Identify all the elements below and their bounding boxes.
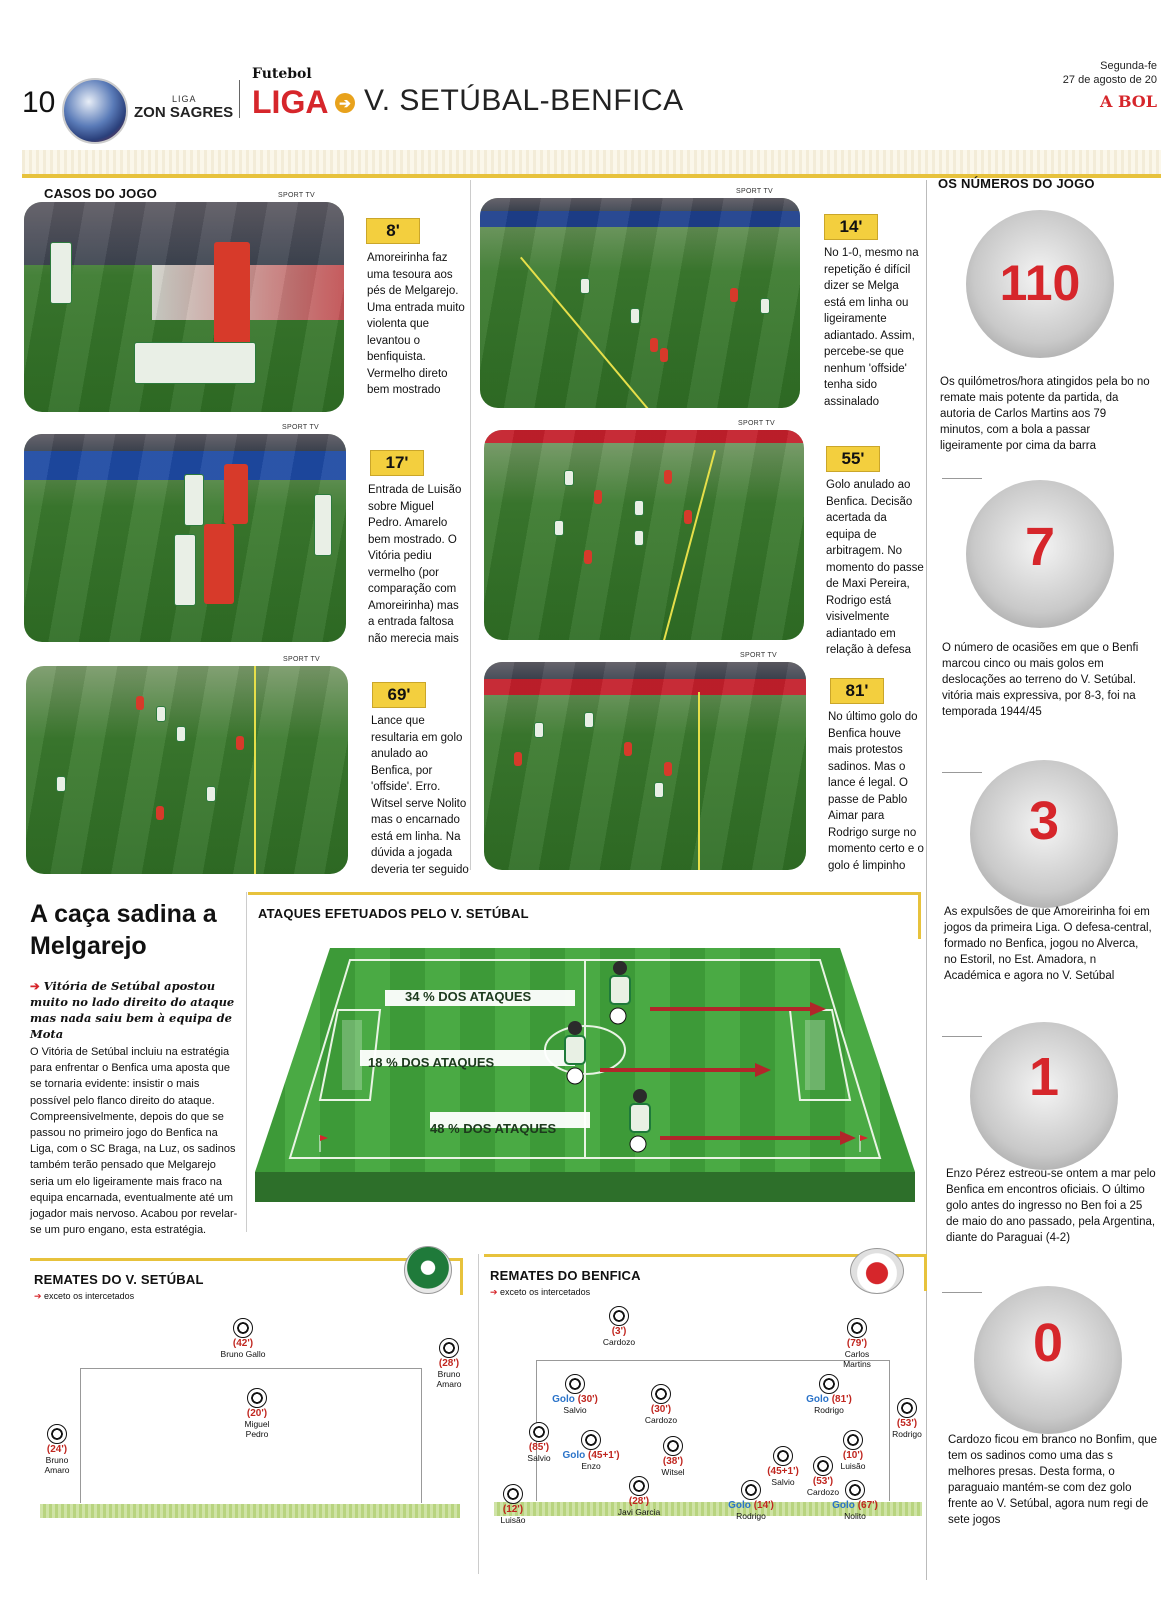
shot-player: Rodrigo bbox=[892, 1429, 922, 1439]
ball-icon bbox=[565, 1374, 585, 1394]
case-minute: 14' bbox=[824, 214, 878, 240]
liga-label: LIGA bbox=[252, 84, 329, 120]
shot-player: Cardozo bbox=[806, 1487, 840, 1497]
liga-small-label: LIGA bbox=[172, 94, 197, 104]
ball-icon bbox=[651, 1384, 671, 1404]
shot-marker bbox=[822, 1318, 892, 1369]
liga-logo-icon bbox=[62, 78, 128, 144]
shot-player: Enzo bbox=[581, 1461, 601, 1471]
section-label: Futebol bbox=[252, 66, 312, 82]
shot-player: Bruno Gallo bbox=[220, 1349, 266, 1359]
number-ball bbox=[970, 760, 1118, 908]
ataques-title: ATAQUES EFETUADOS PELO V. SETÚBAL bbox=[258, 906, 529, 921]
shot-marker bbox=[604, 1476, 674, 1517]
shot-player: Cardozo bbox=[644, 1415, 678, 1425]
case-text: Amoreirinha faz uma tesoura aos pés de Melgarejo. Uma entrada muito violenta que levantou o benfiquista. Vermelho direto bem mostrado bbox=[367, 252, 465, 396]
casos-title: CASOS DO JOGO bbox=[44, 186, 158, 201]
remates-setubal-title: REMATES DO V. SETÚBAL bbox=[34, 1272, 204, 1287]
shot-marker bbox=[626, 1384, 696, 1425]
shot-minute: (20') bbox=[246, 1408, 268, 1419]
shot-marker bbox=[540, 1374, 610, 1415]
shot-marker bbox=[222, 1388, 292, 1439]
number-text: Os quilómetros/hora atingidos pela bo no remate mais potente da partida, da autoria de Carlos Martins aos 79 minutos, com a bola a passar ligeiramente por cima da barra bbox=[940, 376, 1150, 452]
match-title: V. SETÚBAL-BENFICA bbox=[364, 84, 684, 117]
ball-icon bbox=[741, 1480, 761, 1500]
sport-tv-credit: SPORT TV bbox=[283, 656, 321, 663]
ball-icon bbox=[843, 1430, 863, 1450]
case-text: Golo anulado ao Benfica. Decisão acertada da equipa de arbitragem. No momento do passe de Maxi Pereira, Rodrigo está visivelmente adiantado em relação à defesa bbox=[826, 479, 924, 656]
number-ball bbox=[966, 210, 1114, 358]
zon-sagres-label: ZON SAGRES bbox=[134, 104, 234, 121]
case-text: No 1-0, mesmo na repetição é difícil dizer se Melga está em linha ou ligeiramente adiantado. Assim, percebe-se que nenhum 'offside' tenha sido assinalado bbox=[824, 247, 919, 408]
ball-icon bbox=[847, 1318, 867, 1338]
newspaper-name: A BOL bbox=[1100, 92, 1157, 111]
sport-tv-credit: SPORT TV bbox=[738, 420, 776, 427]
number-divider bbox=[942, 1036, 982, 1037]
arrow-right-icon: ➔ bbox=[335, 93, 355, 113]
case-minute: 69' bbox=[372, 682, 426, 708]
grass-strip bbox=[40, 1504, 460, 1518]
header-date: 27 de agosto de 20 bbox=[1062, 74, 1157, 86]
page-number: 10 bbox=[22, 86, 56, 119]
shot-player: Rodrigo bbox=[736, 1511, 766, 1521]
case-photo bbox=[24, 434, 346, 642]
goal-net bbox=[342, 1020, 362, 1090]
number-value: 3 bbox=[1028, 791, 1060, 851]
number-ball bbox=[966, 480, 1114, 628]
remates-subtitle: ➔ exceto os intercetados bbox=[490, 1287, 591, 1297]
number-value: 110 bbox=[999, 255, 1081, 311]
number-text: Enzo Pérez estreou-se ontem a mar pelo Benfica em encontros oficiais. O último golo antes do ingresso no Ben foi a 25 de maio do ano passado, pela Argentina, diante do Paraguai (4-2) bbox=[946, 1168, 1156, 1244]
shot-player: Javi Garcia bbox=[617, 1507, 661, 1517]
shot-marker bbox=[22, 1424, 92, 1475]
shot-minute: (85') bbox=[528, 1442, 550, 1453]
attack-lane-label: 34 % DOS ATAQUES bbox=[405, 989, 532, 1004]
case-photo bbox=[480, 198, 800, 408]
shot-minute: (3') bbox=[611, 1326, 627, 1337]
shot-player: Cardozo bbox=[602, 1337, 636, 1347]
shot-minute: (79') bbox=[846, 1338, 868, 1349]
number-text: As expulsões de que Amoreirinha foi em jogos da primeira Liga. O defesa-central, formado no Benfica, jogou no Alverca, no Estoril, no Est. Amadora, n Académica e agora no V. Setúbal bbox=[944, 906, 1152, 982]
remates-benfica-title: REMATES DO BENFICA bbox=[490, 1268, 641, 1283]
shot-player: Luisão bbox=[500, 1515, 526, 1525]
ball-icon bbox=[629, 1476, 649, 1496]
shot-minute: (67') bbox=[857, 1500, 878, 1511]
shot-marker bbox=[208, 1318, 278, 1359]
shot-minute: (42') bbox=[232, 1338, 254, 1349]
golo-label: Golo bbox=[728, 1500, 751, 1511]
golo-label: Golo bbox=[552, 1394, 575, 1405]
header-day: Segunda-fe bbox=[1100, 60, 1157, 72]
shot-minute: (45+1') bbox=[767, 1466, 799, 1477]
shot-player: Witsel bbox=[661, 1467, 685, 1477]
case-text: Entrada de Luisão sobre Miguel Pedro. Amarelo bem mostrado. O Vitória pediu vermelho (por comparação com Amoreirinha) mas a entrada faltosa não merecia mais bbox=[368, 484, 462, 645]
shot-marker bbox=[584, 1306, 654, 1347]
ball-icon bbox=[609, 1306, 629, 1326]
ball-icon bbox=[845, 1480, 865, 1500]
number-value: 7 bbox=[1024, 517, 1056, 577]
remates-subtitle: ➔ exceto os intercetados bbox=[34, 1291, 135, 1301]
pitch-edge bbox=[255, 1172, 915, 1202]
benfica-crest-icon bbox=[850, 1248, 904, 1294]
ball-icon bbox=[897, 1398, 917, 1418]
shot-player: Carlos Martins bbox=[843, 1349, 871, 1369]
shot-minute: (28') bbox=[628, 1496, 650, 1507]
case-minute: 17' bbox=[370, 450, 424, 476]
setubal-crest-icon bbox=[404, 1246, 452, 1294]
shot-player: Nolito bbox=[844, 1511, 866, 1521]
header-divider bbox=[239, 80, 240, 118]
shot-marker bbox=[794, 1374, 864, 1415]
article-lead-text: Vitória de Setúbal apostou muito no lado direito do ataque mas nada saiu bem à equipa de Mota bbox=[30, 979, 235, 1041]
number-divider bbox=[942, 478, 982, 479]
ball-icon bbox=[47, 1424, 67, 1444]
attack-pitch bbox=[250, 940, 920, 1220]
shot-player: Bruno Amaro bbox=[436, 1369, 462, 1389]
golo-label: Golo bbox=[562, 1450, 586, 1461]
shot-player: Bruno Amaro bbox=[44, 1455, 70, 1475]
sport-tv-credit: SPORT TV bbox=[740, 652, 778, 659]
shot-minute: (30') bbox=[650, 1404, 672, 1415]
remates-divider bbox=[478, 1254, 479, 1574]
shot-marker bbox=[414, 1338, 484, 1389]
number-ball bbox=[974, 1286, 1122, 1434]
shot-marker bbox=[820, 1480, 890, 1521]
case-photo bbox=[484, 430, 804, 640]
column-divider bbox=[926, 180, 927, 1580]
ball-icon bbox=[247, 1388, 267, 1408]
shot-minute: (81') bbox=[831, 1394, 852, 1405]
shot-minute: (24') bbox=[46, 1444, 68, 1455]
case-minute: 55' bbox=[826, 446, 880, 472]
case-photo bbox=[484, 662, 806, 870]
shot-marker bbox=[716, 1480, 786, 1521]
case-photo bbox=[26, 666, 348, 874]
shot-player: Salvio bbox=[771, 1477, 795, 1487]
shot-player: Salvio bbox=[527, 1453, 551, 1463]
shot-marker bbox=[556, 1430, 626, 1471]
ball-icon bbox=[581, 1430, 601, 1450]
ball-icon bbox=[813, 1456, 833, 1476]
shot-player: Rodrigo bbox=[814, 1405, 844, 1415]
shot-minute: (38') bbox=[662, 1456, 684, 1467]
shot-minute: (53') bbox=[896, 1418, 918, 1429]
shot-minute: (12') bbox=[502, 1504, 524, 1515]
case-text: No último golo do Benfica houve mais protestos sadinos. Mas o lance é legal. O passe de Pablo Aimar para Rodrigo surge no momento certo e o golo é limpinho bbox=[828, 711, 924, 872]
number-divider bbox=[942, 772, 982, 773]
article-lead: ➔ Vitória de Setúbal apostou muito no lado direito do ataque mas nada saiu bem à equipa de Mota bbox=[30, 979, 235, 1041]
ataques-divider bbox=[246, 892, 247, 1232]
golo-label: Golo bbox=[832, 1500, 855, 1511]
ball-icon bbox=[233, 1318, 253, 1338]
sport-tv-credit: SPORT TV bbox=[278, 192, 316, 199]
article-title: A caça sadina a Melgarejo bbox=[30, 900, 217, 960]
attack-lane-label: 48 % DOS ATAQUES bbox=[430, 1121, 557, 1136]
ball-icon bbox=[663, 1436, 683, 1456]
case-photo bbox=[24, 202, 344, 412]
ball-icon bbox=[503, 1484, 523, 1504]
shot-marker bbox=[478, 1484, 548, 1525]
remates-subtitle-text: exceto os intercetados bbox=[44, 1291, 135, 1301]
remates-subtitle-text: exceto os intercetados bbox=[500, 1287, 591, 1297]
number-ball bbox=[970, 1022, 1118, 1170]
shot-minute: (14') bbox=[753, 1500, 774, 1511]
article-body: O Vitória de Setúbal incluiu na estratégia para enfrentar o Benfica uma aposta que se tornaria evidente: insistir o mais possível pelo flanco direito do ataque. Compreensivelmente, depois do que se passou no primeiro jogo do Benfica na Liga, com o SC Braga, na Luz, os sadinos também terão pensado que Melgarejo seria um elo ligeiramente mais fraco na equipa encarnada, eventualmente até um jogador mais nervoso. Acabou por revelar-se um puro engano, esta estratégia. bbox=[30, 1046, 238, 1237]
sport-tv-credit: SPORT TV bbox=[282, 424, 320, 431]
number-divider bbox=[942, 1292, 982, 1293]
shot-minute: (28') bbox=[438, 1358, 460, 1369]
ball-icon bbox=[439, 1338, 459, 1358]
golo-label: Golo bbox=[806, 1394, 829, 1405]
shot-player: Salvio bbox=[563, 1405, 587, 1415]
shot-player: Miguel Pedro bbox=[244, 1419, 270, 1439]
shot-marker bbox=[638, 1436, 708, 1477]
sport-tv-credit: SPORT TV bbox=[736, 188, 774, 195]
number-text: O número de ocasiões em que o Benfi marcou cinco ou mais golos em deslocações ao terreno do V. Setúbal. vitória mais expressiva, por 8-3, foi na temporada 1944/45 bbox=[942, 642, 1139, 718]
case-text: Lance que resultaria em golo anulado ao Benfica, por 'offside'. Erro. Witsel serve Nolito mas o encarnado está em linha. Na dúvida a jogada deveria ter seguido bbox=[371, 715, 469, 876]
ball-icon bbox=[529, 1422, 549, 1442]
attack-lane-label: 18 % DOS ATAQUES bbox=[368, 1055, 495, 1070]
shot-minute: (45+1') bbox=[588, 1450, 620, 1461]
number-value: 1 bbox=[1028, 1047, 1060, 1107]
shot-minute: (10') bbox=[842, 1450, 864, 1461]
shot-minute: (53') bbox=[812, 1476, 834, 1487]
number-text: Cardozo ficou em branco no Bonfim, que tem os sadinos como uma das s melhores presas. Desta forma, o paraguaio mantém-se com dez golo frente ao V. Setúbal, agora num regi de sete jogos bbox=[948, 1434, 1158, 1526]
number-value: 0 bbox=[1032, 1313, 1064, 1373]
shot-minute: (30') bbox=[577, 1394, 598, 1405]
case-minute: 81' bbox=[830, 678, 884, 704]
ball-icon bbox=[819, 1374, 839, 1394]
goal-net bbox=[805, 1020, 825, 1090]
case-minute: 8' bbox=[366, 218, 420, 244]
shot-player: Luisão bbox=[840, 1461, 866, 1471]
numeros-title: OS NÚMEROS DO JOGO bbox=[938, 176, 1095, 191]
